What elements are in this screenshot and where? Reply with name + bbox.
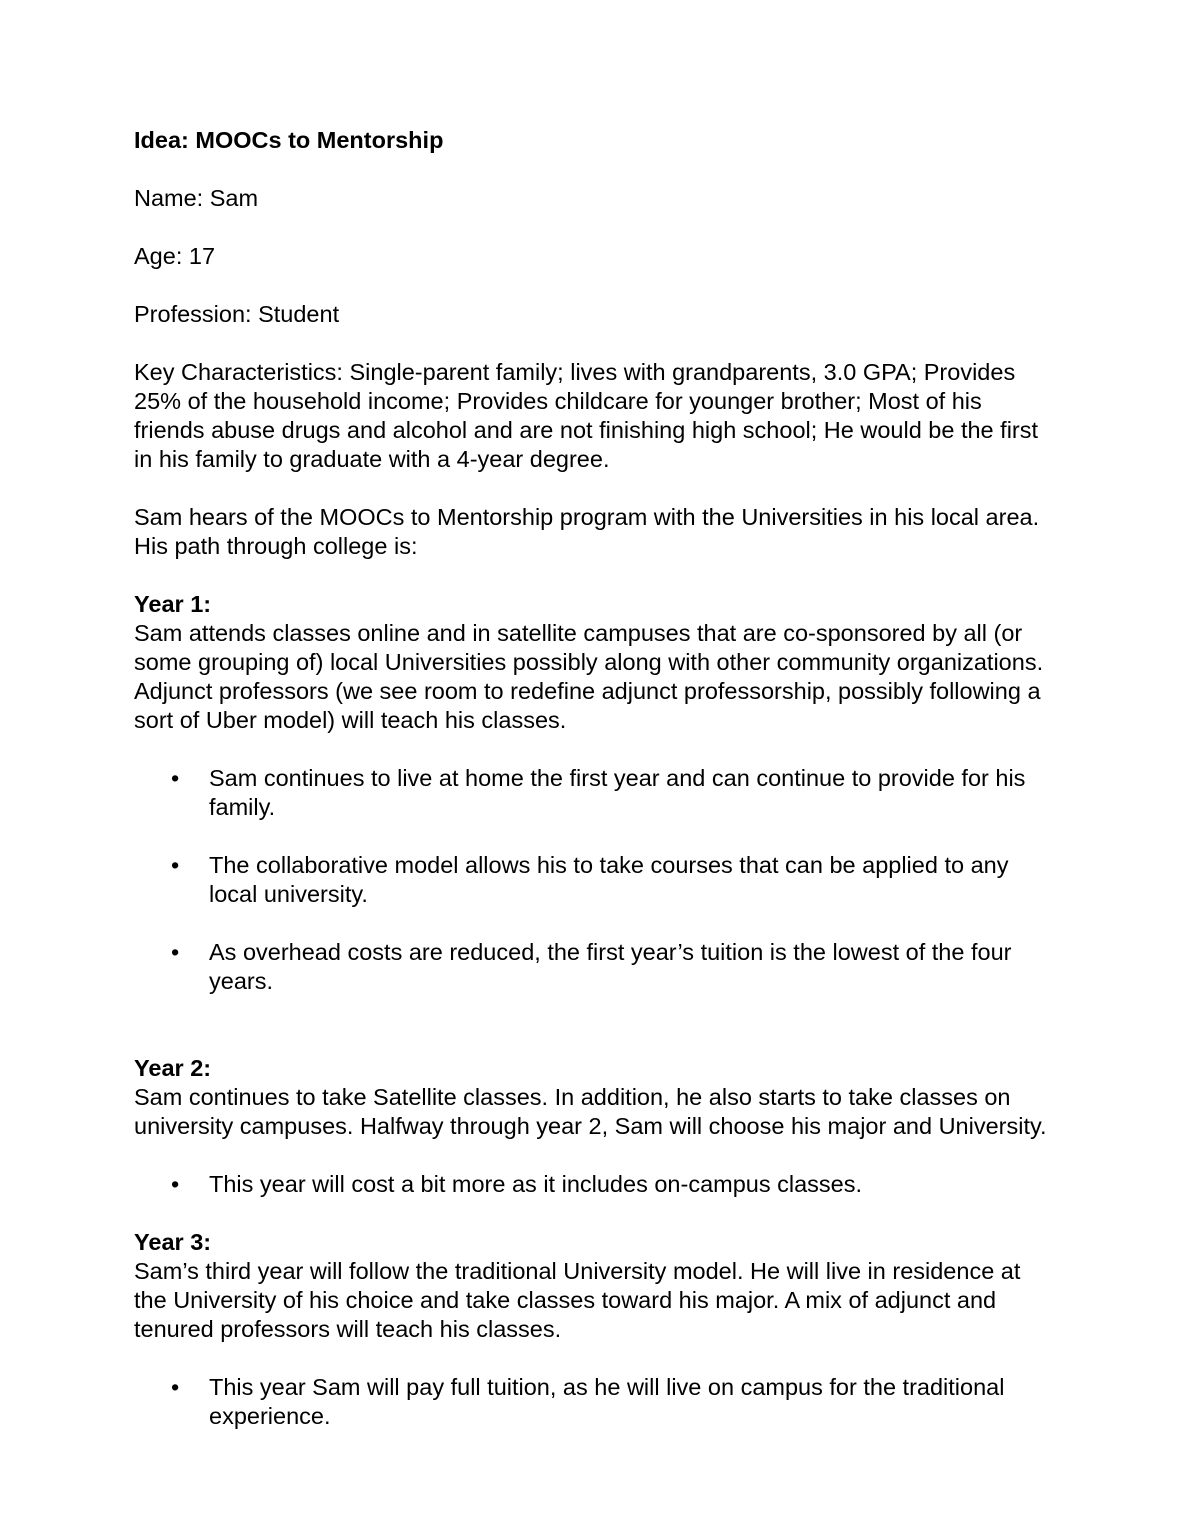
year-2-section <box>134 1054 1050 1199</box>
bullet-icon: • <box>171 1171 180 1197</box>
year-2-heading: Year 2: <box>134 1055 212 1081</box>
bullet-icon: • <box>171 765 180 791</box>
bullet-icon: • <box>171 852 180 878</box>
profession-field: Profession: Student <box>134 301 340 327</box>
year-1-body: Sam attends classes online and in satellite campuses that are co-sponsored by all (or some grouping of) local Universities possibly along with other community organizations. Adjunct professors (we see room to redefine adjunct professorship, possibly following a sort of Uber model) will teach his classes. <box>134 620 1044 733</box>
list-item <box>134 764 1050 822</box>
year-1-bullet-list <box>134 764 1050 996</box>
year-1-heading: Year 1: <box>134 591 212 617</box>
bullet-text: As overhead costs are reduced, the first year’s tuition is the lowest of the four years. <box>209 939 1012 994</box>
intro-paragraph: Sam hears of the MOOCs to Mentorship program with the Universities in his local area. His path through college is: <box>134 504 1040 559</box>
bullet-icon: • <box>171 1374 180 1400</box>
list-item <box>134 1373 1050 1431</box>
bullet-icon: • <box>171 939 180 965</box>
list-item <box>134 938 1050 996</box>
age-field: Age: 17 <box>134 243 216 269</box>
list-item <box>134 1170 1050 1199</box>
name-field: Name: Sam <box>134 185 259 211</box>
bullet-text: This year will cost a bit more as it includes on-campus classes. <box>209 1171 863 1197</box>
bullet-text: The collaborative model allows his to take courses that can be applied to any local university. <box>209 852 1009 907</box>
section-spacer <box>134 1025 1050 1054</box>
year-3-section <box>134 1228 1050 1431</box>
document-title: Idea: MOOCs to Mentorship <box>134 127 444 153</box>
year-3-heading: Year 3: <box>134 1229 212 1255</box>
bullet-text: This year Sam will pay full tuition, as he will live on campus for the traditional experience. <box>209 1374 1005 1429</box>
year-3-bullet-list <box>134 1373 1050 1431</box>
list-item <box>134 851 1050 909</box>
key-characteristics: Key Characteristics: Single-parent family; lives with grandparents, 3.0 GPA; Provides 25% of the household income; Provides childcare for younger brother; Most of his friends abuse drugs and alcohol and are not finishing high school; He would be the first in his family to graduate with a 4-year degree. <box>134 359 1039 472</box>
year-3-body: Sam’s third year will follow the traditional University model. He will live in residence at the University of his choice and take classes toward his major. A mix of adjunct and tenured professors will teach his classes. <box>134 1258 1021 1342</box>
year-2-body: Sam continues to take Satellite classes. In addition, he also starts to take classes on university campuses. Halfway through year 2, Sam will choose his major and University. <box>134 1084 1047 1139</box>
bullet-text: Sam continues to live at home the first year and can continue to provide for his family. <box>209 765 1026 820</box>
year-1-section <box>134 590 1050 996</box>
year-2-bullet-list <box>134 1170 1050 1199</box>
